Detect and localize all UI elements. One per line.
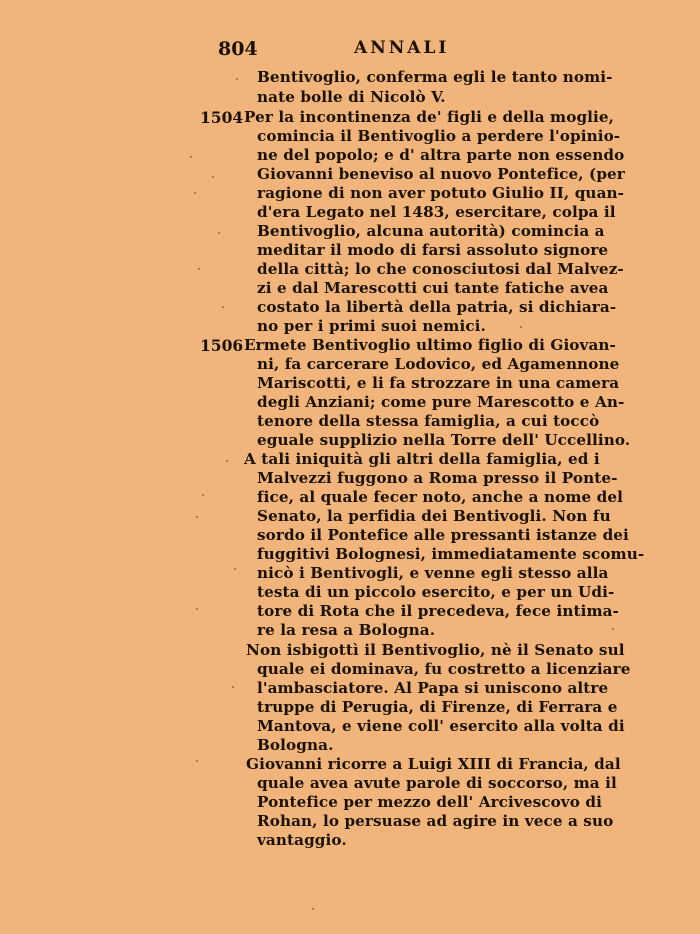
text-line: Giovanni ricorre a Luigi XIII di Francia, dal xyxy=(246,755,621,773)
speck xyxy=(202,494,204,496)
text-line: Rohan, lo persuase ad agire in vece a suo xyxy=(257,812,614,830)
text-line: Mariscotti, e li fa strozzare in una camera xyxy=(257,374,620,392)
speck xyxy=(612,628,614,630)
speck xyxy=(234,568,236,570)
text-line: quale ei dominava, fu costretto a licenziare xyxy=(257,660,631,678)
text-line: nicò i Bentivogli, e venne egli stesso alla xyxy=(257,564,609,582)
speck xyxy=(196,516,198,518)
text-line: Malvezzi fuggono a Roma presso il Ponte- xyxy=(257,469,618,487)
speck xyxy=(236,78,238,80)
text-line: fice, al quale fecer noto, anche a nome del xyxy=(257,488,623,506)
text-line: Giovanni beneviso al nuovo Pontefice, (per xyxy=(257,165,625,183)
text-line: degli Anziani; come pure Marescotto e An- xyxy=(257,393,625,411)
text-line: l'ambasciatore. Al Papa si uniscono altre xyxy=(257,679,609,697)
text-line: Bentivoglio, conferma egli le tanto nomi- xyxy=(257,68,613,86)
text-line: vantaggio. xyxy=(257,831,347,849)
text-line: Bologna. xyxy=(257,736,334,754)
text-line: no per i primi suoi nemici. xyxy=(257,317,486,335)
text-line: Mantova, e viene coll' esercito alla volta di xyxy=(257,717,625,735)
speck xyxy=(312,908,314,910)
text-line: Non isbigottì il Bentivoglio, nè il Senato sul xyxy=(246,641,625,659)
text-line: tore di Rota che il precedeva, fece intima- xyxy=(257,602,619,620)
speck xyxy=(196,608,198,610)
speck xyxy=(190,156,192,158)
speck xyxy=(520,326,522,328)
year-marker: 1504 xyxy=(200,108,244,127)
speck xyxy=(232,686,234,688)
text-line: ragione di non aver potuto Giulio II, quan- xyxy=(257,184,625,202)
text-line: meditar il modo di farsi assoluto signore xyxy=(257,241,609,259)
speck xyxy=(194,192,196,194)
text-line: costato la libertà della patria, si dichiara- xyxy=(257,298,617,316)
text-line: quale avea avute parole di soccorso, ma il xyxy=(257,774,617,792)
text-line: sordo il Pontefice alle pressanti istanze dei xyxy=(257,526,629,544)
text-line: Pontefice per mezzo dell' Arcivescovo di xyxy=(257,793,602,811)
page-number: 804 xyxy=(218,38,258,60)
text-line: truppe di Perugia, di Firenze, di Ferrara e xyxy=(257,698,618,716)
text-line: Per la incontinenza de' figli e della moglie, xyxy=(244,108,615,126)
text-line: fuggitivi Bolognesi, immediatamente scomu- xyxy=(257,545,645,563)
page-header xyxy=(0,30,700,60)
speck xyxy=(218,232,220,234)
text-line: nate bolle di Nicolò V. xyxy=(257,88,446,106)
text-line: comincia il Bentivoglio a perdere l'opinio- xyxy=(257,127,621,145)
year-marker: 1506 xyxy=(200,336,244,355)
text-line: della città; lo che conosciutosi dal Malvez- xyxy=(257,260,624,278)
text-line: tenore della stessa famiglia, a cui toccò xyxy=(257,412,600,430)
text-line: zi e dal Marescotti cui tante fatiche avea xyxy=(257,279,609,297)
text-line: eguale supplizio nella Torre dell' Uccellino. xyxy=(257,431,631,449)
text-line: d'era Legato nel 1483, esercitare, colpa il xyxy=(257,203,616,221)
speck xyxy=(212,176,214,178)
text-line: Bentivoglio, alcuna autorità) comincia a xyxy=(257,222,605,240)
speck xyxy=(222,306,224,308)
text-line: A tali iniquità gli altri della famiglia, ed i xyxy=(244,450,600,468)
text-line: ni, fa carcerare Lodovico, ed Agamennone xyxy=(257,355,620,373)
speck xyxy=(196,760,198,762)
text-line: Senato, la perfidia dei Bentivogli. Non fu xyxy=(257,507,611,525)
text-line: testa di un piccolo esercito, e per un Udi- xyxy=(257,583,615,601)
text-line: Ermete Bentivoglio ultimo figlio di Giovan- xyxy=(244,336,616,354)
speck xyxy=(226,460,228,462)
text-line: re la resa a Bologna. xyxy=(257,621,436,639)
running-title: ANNALI xyxy=(354,38,450,58)
speck xyxy=(198,268,200,270)
text-line: ne del popolo; e d' altra parte non essendo xyxy=(257,146,625,164)
